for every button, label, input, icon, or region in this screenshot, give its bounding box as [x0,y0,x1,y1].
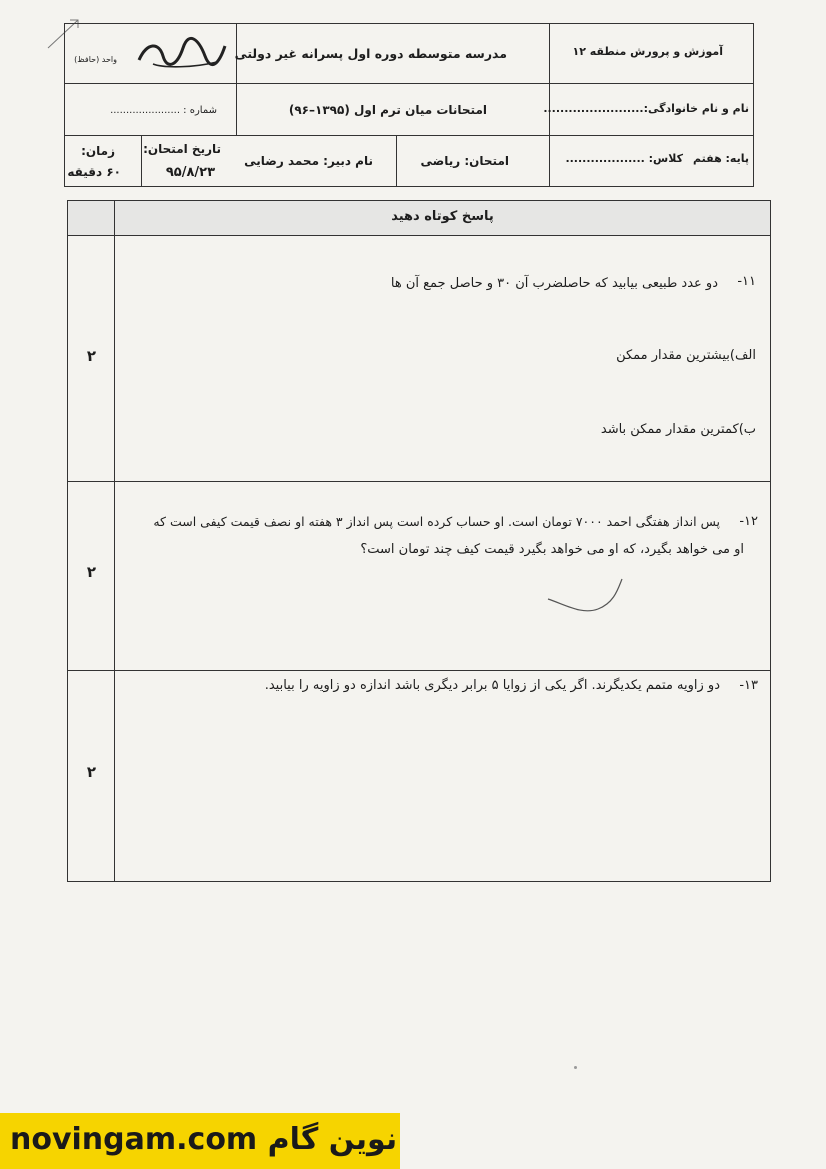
number-field: شماره : ...................... [110,105,217,116]
exam-date-label: تاریخ امتحان: [143,142,221,156]
scan-dot [574,1066,577,1069]
question-number: ۱۳- [739,678,758,693]
section-header [68,201,770,236]
question-part-b: ب)کمترین مقدار ممکن باشد [600,422,756,437]
watermark-text: novingam.com نوین گام [10,1122,398,1157]
student-name-field: نام و نام خانوادگی:........................ [543,102,749,115]
watermark-banner [0,1113,400,1169]
exam-date-value: ۹۵/۸/۲۳ [165,165,215,180]
pen-stroke-mark [546,575,626,617]
question-text: دو عدد طبیعی بیابید که حاصلضرب آن ۳۰ و حاصل جمع آن ها [390,276,718,291]
school-name: مدرسه متوسطه دوره اول پسرانه غیر دولتی [234,46,507,61]
question-text: دو زاویه متمم یکدیگرند. اگر یکی از زوایا ۵ برابر دیگری باشد اندازه دو زاویه را بیابید. [264,678,720,693]
time-label: زمان: [81,144,115,158]
grade-label: پایه: هفتم [693,152,749,165]
school-logo [133,34,231,72]
question-part-a: الف)بیشترین مقدار ممکن [616,348,756,363]
section-title: پاسخ کوتاه دهید [391,209,494,224]
question-score: ۲ [86,763,97,781]
question-number: ۱۲- [739,514,758,529]
teacher-name: نام دبیر: محمد رضایی [244,154,373,168]
question-text-line1: پس انداز هفتگی احمد ۷۰۰۰ تومان است. او حساب کرده است پس انداز ۳ هفته او نصف قیمت کیفی است که [153,514,720,529]
subject-label: امتحان: ریاضی [420,154,509,168]
unit-label: واحد (حافظ) [74,55,117,64]
question-number: ۱۱- [737,274,756,289]
time-value: ۶۰ دقیقه [67,165,121,179]
question-text-line2: او می خواهد بگیرد، که او می خواهد بگیرد قیمت کیف چند تومان است؟ [360,542,744,557]
class-field: کلاس: ................... [565,152,683,165]
question-score: ۲ [86,347,97,365]
header-table [64,23,754,187]
exam-title: امتحانات میان ترم اول (۱۳۹۵–۹۶) [288,103,487,117]
question-score: ۲ [86,563,97,581]
questions-table [67,200,771,882]
education-region: آموزش و پرورش منطقه ۱۲ [572,45,723,58]
